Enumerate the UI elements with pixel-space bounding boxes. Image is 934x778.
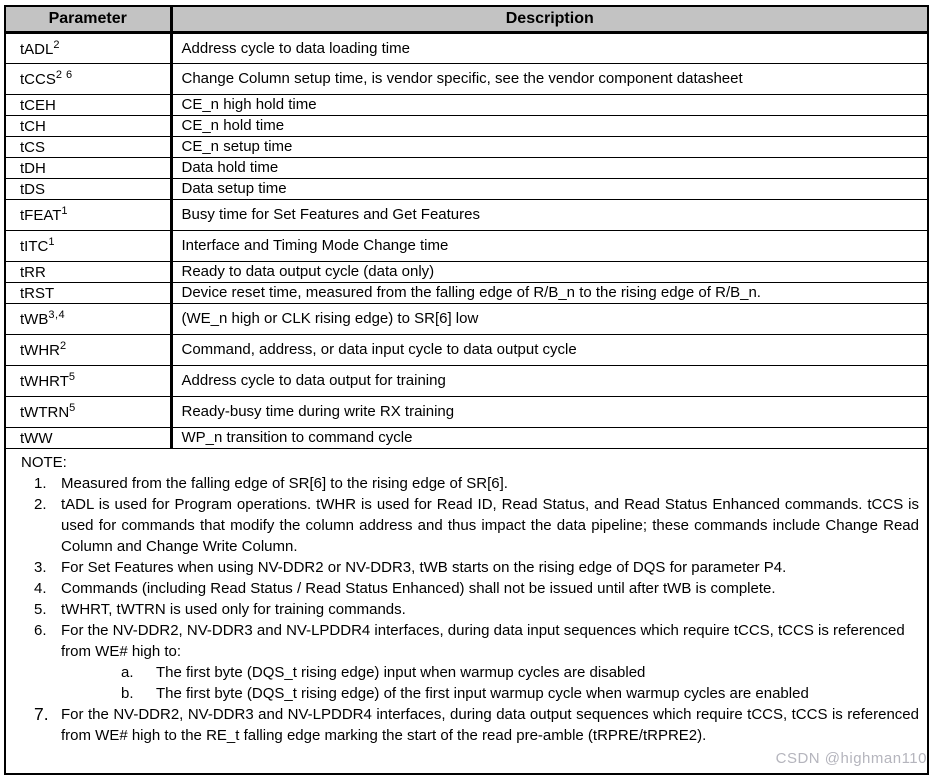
note-text: For the NV-DDR2, NV-DDR3 and NV-LPDDR4 interfaces, during data output sequences which require tCCS, tCCS is referenced from WE# high to the RE_t falling edge marking the start of the read pre-amble (tRPRE/tRPRE2). xyxy=(61,705,919,744)
note-text: tWHRT, tWTRN is used only for training commands. xyxy=(61,600,406,618)
parameter-label: tCS xyxy=(20,139,46,156)
table-row xyxy=(6,115,927,136)
note-number: 3. xyxy=(34,558,47,576)
subnote-text: The first byte (DQS_t rising edge) input when warmup cycles are disabled xyxy=(156,663,646,681)
table-row xyxy=(6,63,927,94)
note-item xyxy=(6,473,927,494)
parameter-superscript: 5 xyxy=(69,402,76,414)
table-row xyxy=(6,199,927,230)
table-header-row xyxy=(6,7,927,32)
parameter-cell xyxy=(6,32,171,63)
subnote-text: The first byte (DQS_t rising edge) of the first input warmup cycle when warmup cycles are enabled xyxy=(156,684,809,702)
parameter-label: tADL xyxy=(20,40,54,58)
notes-label: NOTE: xyxy=(21,453,67,471)
description-cell: (WE_n high or CLK rising edge) to SR[6] low xyxy=(171,303,927,334)
note-subitem xyxy=(6,683,927,704)
description-cell: Data setup time xyxy=(171,178,927,199)
parameter-label: tWB xyxy=(20,311,49,328)
parameter-column-header: Parameter xyxy=(6,7,171,32)
parameter-cell xyxy=(6,199,171,230)
parameter-superscript: 1 xyxy=(61,205,69,217)
parameter-label: tFEAT xyxy=(20,207,62,224)
parameter-cell xyxy=(6,230,171,261)
parameter-superscript: 5 xyxy=(68,371,76,383)
parameter-label: tRST xyxy=(20,285,55,302)
timing-table-body xyxy=(6,32,927,448)
description-cell: Ready to data output cycle (data only) xyxy=(171,261,927,282)
table-row xyxy=(6,396,927,427)
table-row xyxy=(6,32,927,63)
table-row xyxy=(6,157,927,178)
parameter-cell xyxy=(6,94,171,115)
parameter-superscript: 2 xyxy=(53,38,60,51)
parameter-cell xyxy=(6,334,171,365)
parameter-label: tDS xyxy=(20,181,46,198)
description-cell: Data hold time xyxy=(171,157,927,178)
description-cell: Address cycle to data output for training xyxy=(171,365,927,396)
parameter-cell xyxy=(6,261,171,282)
note-item xyxy=(6,578,927,599)
parameter-label: tWW xyxy=(20,430,53,447)
parameter-cell xyxy=(6,136,171,157)
note-number: 7. xyxy=(34,703,49,724)
note-number: 5. xyxy=(34,600,47,618)
description-cell: CE_n setup time xyxy=(171,136,927,157)
parameter-label: tCCS xyxy=(20,71,56,88)
note-text: For Set Features when using NV-DDR2 or NV-DDR3, tWB starts on the rising edge of DQS for parameter P4. xyxy=(61,558,787,576)
description-cell: Command, address, or data input cycle to data output cycle xyxy=(171,334,927,365)
parameter-cell xyxy=(6,115,171,136)
description-cell: Address cycle to data loading time xyxy=(171,32,927,63)
table-row xyxy=(6,230,927,261)
notes-section xyxy=(6,449,927,746)
parameter-label: tCEH xyxy=(20,97,56,114)
note-number: 4. xyxy=(34,579,47,597)
table-row xyxy=(6,136,927,157)
parameter-superscript: 2 xyxy=(60,340,67,352)
parameter-cell xyxy=(6,282,171,303)
table-row xyxy=(6,334,927,365)
parameter-label: tCH xyxy=(20,118,46,135)
timing-parameters-table xyxy=(6,7,927,449)
parameter-label: tWHR xyxy=(20,342,60,359)
subnote-number: a. xyxy=(121,663,134,681)
note-item xyxy=(6,620,927,662)
description-cell: Device reset time, measured from the falling edge of R/B_n to the rising edge of R/B_n. xyxy=(171,282,927,303)
parameter-cell xyxy=(6,157,171,178)
parameter-cell xyxy=(6,365,171,396)
subnote-number: b. xyxy=(121,684,134,702)
parameter-superscript: 1 xyxy=(48,236,55,248)
note-text: tADL is used for Program operations. tWHR is used for Read ID, Read Status, and Read Status Enhanced commands. tCCS is used for commands that modify the column address and thus impact the data pipeline; these commands include Change Read Column and Change Write Column. xyxy=(61,495,919,555)
note-number: 1. xyxy=(34,474,47,492)
table-row xyxy=(6,178,927,199)
description-cell: Busy time for Set Features and Get Features xyxy=(171,199,927,230)
note-text: Measured from the falling edge of SR[6] to the rising edge of SR[6]. xyxy=(61,474,508,492)
parameter-label: tITC xyxy=(20,238,49,255)
note-text: Commands (including Read Status / Read Status Enhanced) shall not be issued until after tWB is complete. xyxy=(61,579,776,597)
note-number: 2. xyxy=(34,495,47,513)
parameter-cell xyxy=(6,396,171,427)
notes-list xyxy=(6,473,927,746)
description-column-header: Description xyxy=(171,7,927,32)
parameter-cell xyxy=(6,427,171,448)
note-item xyxy=(6,599,927,620)
parameter-cell xyxy=(6,63,171,94)
parameter-superscript: 2 6 xyxy=(55,69,73,81)
table-row xyxy=(6,282,927,303)
parameter-superscript: 3,4 xyxy=(48,309,66,321)
table-row xyxy=(6,365,927,396)
description-cell: Interface and Timing Mode Change time xyxy=(171,230,927,261)
watermark-text: CSDN @highman110 xyxy=(775,750,927,767)
parameter-cell xyxy=(6,178,171,199)
table-row xyxy=(6,261,927,282)
table-row xyxy=(6,94,927,115)
parameter-label: tWTRN xyxy=(20,404,70,421)
description-cell: CE_n high hold time xyxy=(171,94,927,115)
note-item xyxy=(6,704,927,746)
description-cell: Change Column setup time, is vendor specific, see the vendor component datasheet xyxy=(171,63,927,94)
note-item xyxy=(6,557,927,578)
parameter-cell xyxy=(6,303,171,334)
parameter-label: tDH xyxy=(20,160,46,177)
parameter-label: tRR xyxy=(20,264,46,281)
note-text: For the NV-DDR2, NV-DDR3 and NV-LPDDR4 interfaces, during data input sequences which require tCCS, tCCS is referenced from WE# high to: xyxy=(61,621,905,660)
description-cell: WP_n transition to command cycle xyxy=(171,427,927,448)
note-item xyxy=(6,494,927,557)
timing-parameters-sheet xyxy=(4,5,929,775)
parameter-label: tWHRT xyxy=(20,373,69,390)
note-subitem xyxy=(6,662,927,683)
description-cell: CE_n hold time xyxy=(171,115,927,136)
table-row xyxy=(6,303,927,334)
table-row xyxy=(6,427,927,448)
description-cell: Ready-busy time during write RX training xyxy=(171,396,927,427)
note-number: 6. xyxy=(34,621,47,639)
